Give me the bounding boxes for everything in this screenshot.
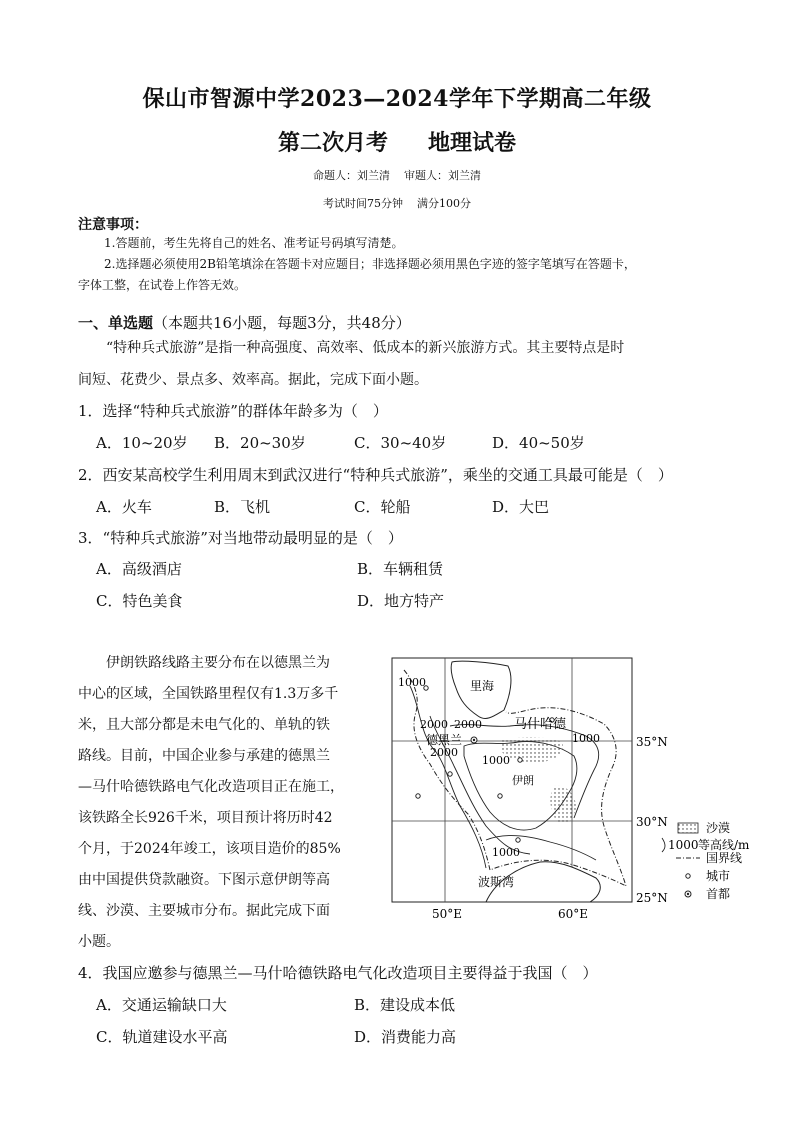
contour-label: 2000 — [454, 718, 482, 731]
lat-label-25: 25°N — [636, 891, 668, 905]
section-label: 一、单选题 — [78, 314, 154, 332]
city-marker — [516, 838, 520, 842]
question-1-option-b: B．20~30岁 — [214, 434, 306, 452]
iran-map — [390, 656, 770, 926]
passage-line-5: —马什哈德铁路电气化改造项目正在施工， — [78, 779, 344, 795]
legend-contour-label: 等高线/m — [698, 838, 750, 852]
passage-line-4: 路线。目前，中国企业参与承建的德黑兰 — [78, 748, 330, 764]
lon-label-50: 50°E — [432, 907, 463, 921]
intro-line-1: “特种兵式旅游”是指一种高强度、高效率、低成本的新兴旅游方式。其主要特点是时 — [106, 340, 625, 356]
question-4-option-c: C．轨道建设水平高 — [96, 1028, 228, 1046]
tehran-label: 德黑兰 — [426, 733, 463, 747]
passage-line-3: 米，且大部分都是未电气化的、单轨的铁 — [78, 717, 330, 733]
question-2-option-d: D．大巴 — [492, 498, 550, 516]
intro-line-2: 间短、花费少、景点多、效率高。据此，完成下面小题。 — [78, 372, 428, 388]
city-marker — [518, 758, 522, 762]
notice-item-2: 2.选择题必须使用2B铅笔填涂在答题卡对应题目；非选择题必须用黑色字迹的签字笔填写在答题卡， — [104, 257, 636, 271]
notice-item-1: 1.答题前，考生先将自己的姓名、准考证号码填写清楚。 — [104, 236, 404, 250]
legend-contour-value: 1000 — [668, 838, 699, 852]
passage-line-7: 个月，于2024年竣工，该项目造价的85% — [78, 841, 341, 857]
authors-line: 命题人：刘兰清 审题人：刘兰清 — [313, 169, 481, 182]
exam-round: 第二次月考 — [277, 130, 388, 156]
question-2-option-b: B．飞机 — [214, 498, 271, 516]
contour-label: 2000 — [420, 718, 448, 731]
time-info: 考试时间75分钟 满分100分 — [323, 197, 471, 210]
question-3-option-b: B．车辆租赁 — [357, 560, 444, 578]
passage-line-10: 小题。 — [78, 934, 120, 950]
question-4-option-d: D．消费能力高 — [354, 1028, 457, 1046]
mashhad-label: 马什哈德 — [514, 717, 567, 732]
question-3-option-d: D．地方特产 — [357, 592, 445, 610]
question-1-option-c: C．30~40岁 — [354, 434, 447, 452]
question-2-option-c: C．轮船 — [354, 498, 411, 516]
question-2-option-a: A．火车 — [96, 498, 152, 516]
question-1-stem: 1．选择“特种兵式旅游”的群体年龄多为（ ） — [78, 402, 388, 420]
legend-desert-label: 沙漠 — [706, 821, 731, 835]
legend-capital-swatch-inner — [687, 893, 689, 895]
exam-title: 保山市智源中学2023—2024学年下学期高二年级 — [142, 86, 652, 112]
city-marker — [416, 794, 420, 798]
notice-heading: 注意事项： — [78, 217, 148, 233]
lat-label-35: 35°N — [636, 735, 668, 749]
legend-contour-swatch — [662, 838, 665, 852]
desert-kavir — [502, 737, 563, 762]
legend-capital-label: 首都 — [706, 887, 731, 901]
section-heading — [78, 312, 411, 333]
exam-subtitle — [0, 126, 794, 157]
gulf-label: 波斯湾 — [478, 875, 515, 889]
lon-label-60: 60°E — [558, 907, 589, 921]
question-1-option-d: D．40~50岁 — [492, 434, 585, 452]
caspian-label: 里海 — [470, 679, 495, 693]
passage-line-9: 线、沙漠、主要城市分布。据此完成下面 — [78, 903, 330, 919]
section-desc: （本题共16小题，每题3分，共48分） — [153, 314, 411, 332]
question-1-option-a: A．10~20岁 — [96, 434, 188, 452]
exam-subject: 地理试卷 — [428, 130, 517, 156]
question-4-option-a: A．交通运输缺口大 — [96, 996, 227, 1014]
legend-desert-swatch — [678, 823, 698, 833]
capital-marker-inner — [473, 739, 475, 741]
passage-line-6: 该铁路全长926千米，项目预计将历时42 — [78, 810, 333, 826]
question-3-stem: 3．“特种兵式旅游”对当地带动最明显的是（ ） — [78, 529, 403, 547]
contour-label: 1000 — [398, 676, 426, 689]
contour-label: 1000 — [572, 732, 600, 745]
contour-label: 1000 — [482, 754, 510, 767]
question-4-stem: 4．我国应邀参与德黑兰—马什哈德铁路电气化改造项目主要得益于我国（ ） — [78, 964, 598, 982]
city-marker — [448, 772, 452, 776]
legend-border-label: 国界线 — [706, 851, 743, 865]
passage-line-8: 由中国提供贷款融资。下图示意伊朗等高 — [78, 872, 330, 888]
question-2-stem: 2．西安某高校学生利用周末到武汉进行“特种兵式旅游”，乘坐的交通工具最可能是（ ） — [78, 466, 673, 484]
question-4-option-b: B．建设成本低 — [354, 996, 456, 1014]
notice-item-2-cont: 字体工整，在试卷上作答无效。 — [78, 278, 247, 292]
question-3-option-c: C．特色美食 — [96, 592, 183, 610]
contour-label: 2000 — [430, 746, 458, 759]
contour-label: 1000 — [492, 846, 520, 859]
lat-label-30: 30°N — [636, 815, 668, 829]
iran-label: 伊朗 — [512, 774, 534, 787]
question-3-option-a: A．高级酒店 — [96, 560, 182, 578]
passage-line-2: 中心的区域，全国铁路里程仅有1.3万多千 — [78, 686, 339, 702]
legend-city-swatch — [686, 874, 690, 878]
passage-line-1: 伊朗铁路线路主要分布在以德黑兰为 — [106, 655, 330, 671]
city-marker — [498, 794, 502, 798]
legend-city-label: 城市 — [706, 869, 731, 883]
